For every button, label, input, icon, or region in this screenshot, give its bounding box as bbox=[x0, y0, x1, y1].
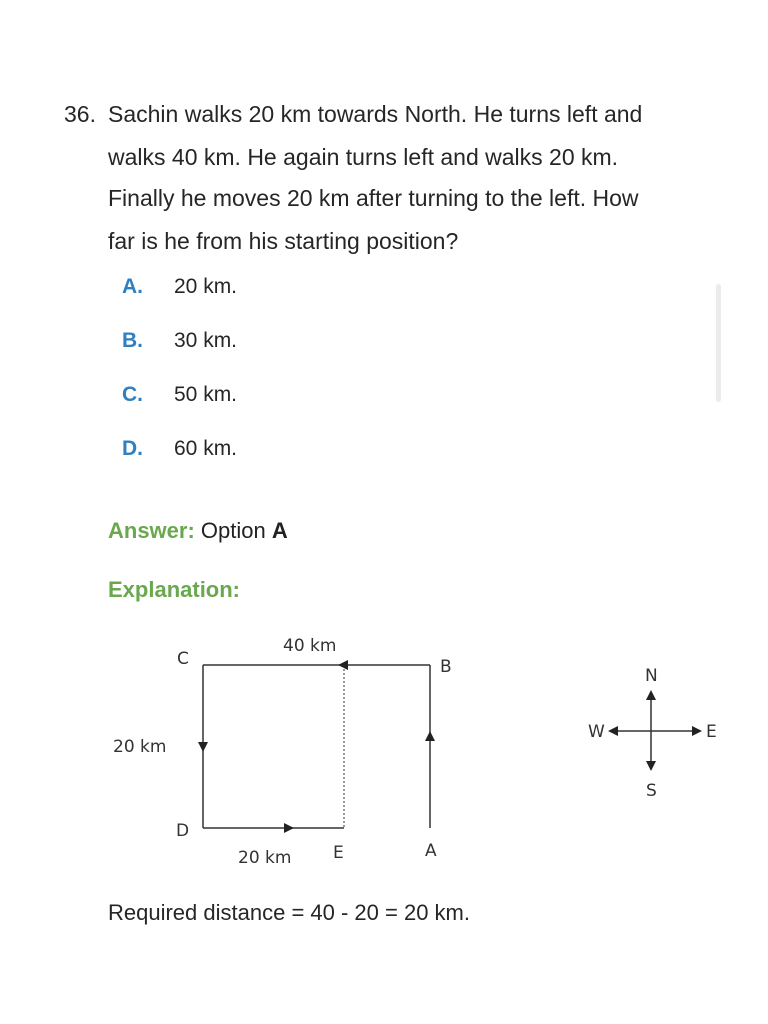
arrow-left-icon bbox=[338, 660, 348, 670]
label-top-distance: 40 km bbox=[283, 636, 337, 656]
point-label-e: E bbox=[333, 843, 344, 863]
scrollbar[interactable] bbox=[716, 284, 721, 402]
compass-north: N bbox=[645, 666, 658, 686]
compass-icon bbox=[588, 666, 717, 801]
compass-south: S bbox=[646, 781, 657, 801]
option-d-letter: D. bbox=[122, 437, 143, 460]
question-line-4: far is he from his starting position? bbox=[108, 228, 459, 254]
point-label-d: D bbox=[176, 821, 190, 841]
compass-east: E bbox=[706, 722, 717, 742]
arrow-right-icon bbox=[284, 823, 294, 833]
option-a-letter: A. bbox=[122, 275, 143, 298]
arrow-down-icon bbox=[198, 742, 208, 752]
direction-diagram bbox=[0, 620, 768, 880]
question-line-3: Finally he moves 20 km after turning to the left. How bbox=[108, 185, 639, 211]
label-bottom-distance: 20 km bbox=[238, 848, 292, 868]
point-label-c: C bbox=[177, 649, 189, 669]
option-b-letter: B. bbox=[122, 329, 143, 352]
compass-west: W bbox=[588, 722, 605, 742]
point-label-a: A bbox=[425, 841, 437, 861]
question-line-2: walks 40 km. He again turns left and walks 20 km. bbox=[108, 144, 619, 170]
option-d-text: 60 km. bbox=[174, 437, 238, 460]
option-c-text: 50 km. bbox=[174, 383, 238, 406]
point-label-b: B bbox=[440, 657, 452, 677]
answer-prefix: Option bbox=[200, 518, 266, 543]
answer-value: A bbox=[271, 518, 288, 543]
label-left-distance: 20 km bbox=[113, 737, 167, 757]
arrow-up-icon bbox=[425, 731, 435, 741]
answer-line bbox=[108, 518, 288, 544]
option-c-letter: C. bbox=[122, 383, 143, 406]
answer-label: Answer: bbox=[108, 518, 195, 543]
option-a-text: 20 km. bbox=[174, 275, 238, 298]
required-distance: Required distance = 40 - 20 = 20 km. bbox=[108, 900, 470, 925]
question-line-1: Sachin walks 20 km towards North. He turns left and bbox=[108, 101, 643, 127]
option-b-text: 30 km. bbox=[174, 329, 238, 352]
explanation-label: Explanation: bbox=[108, 577, 241, 602]
question-number: 36. bbox=[64, 101, 96, 127]
